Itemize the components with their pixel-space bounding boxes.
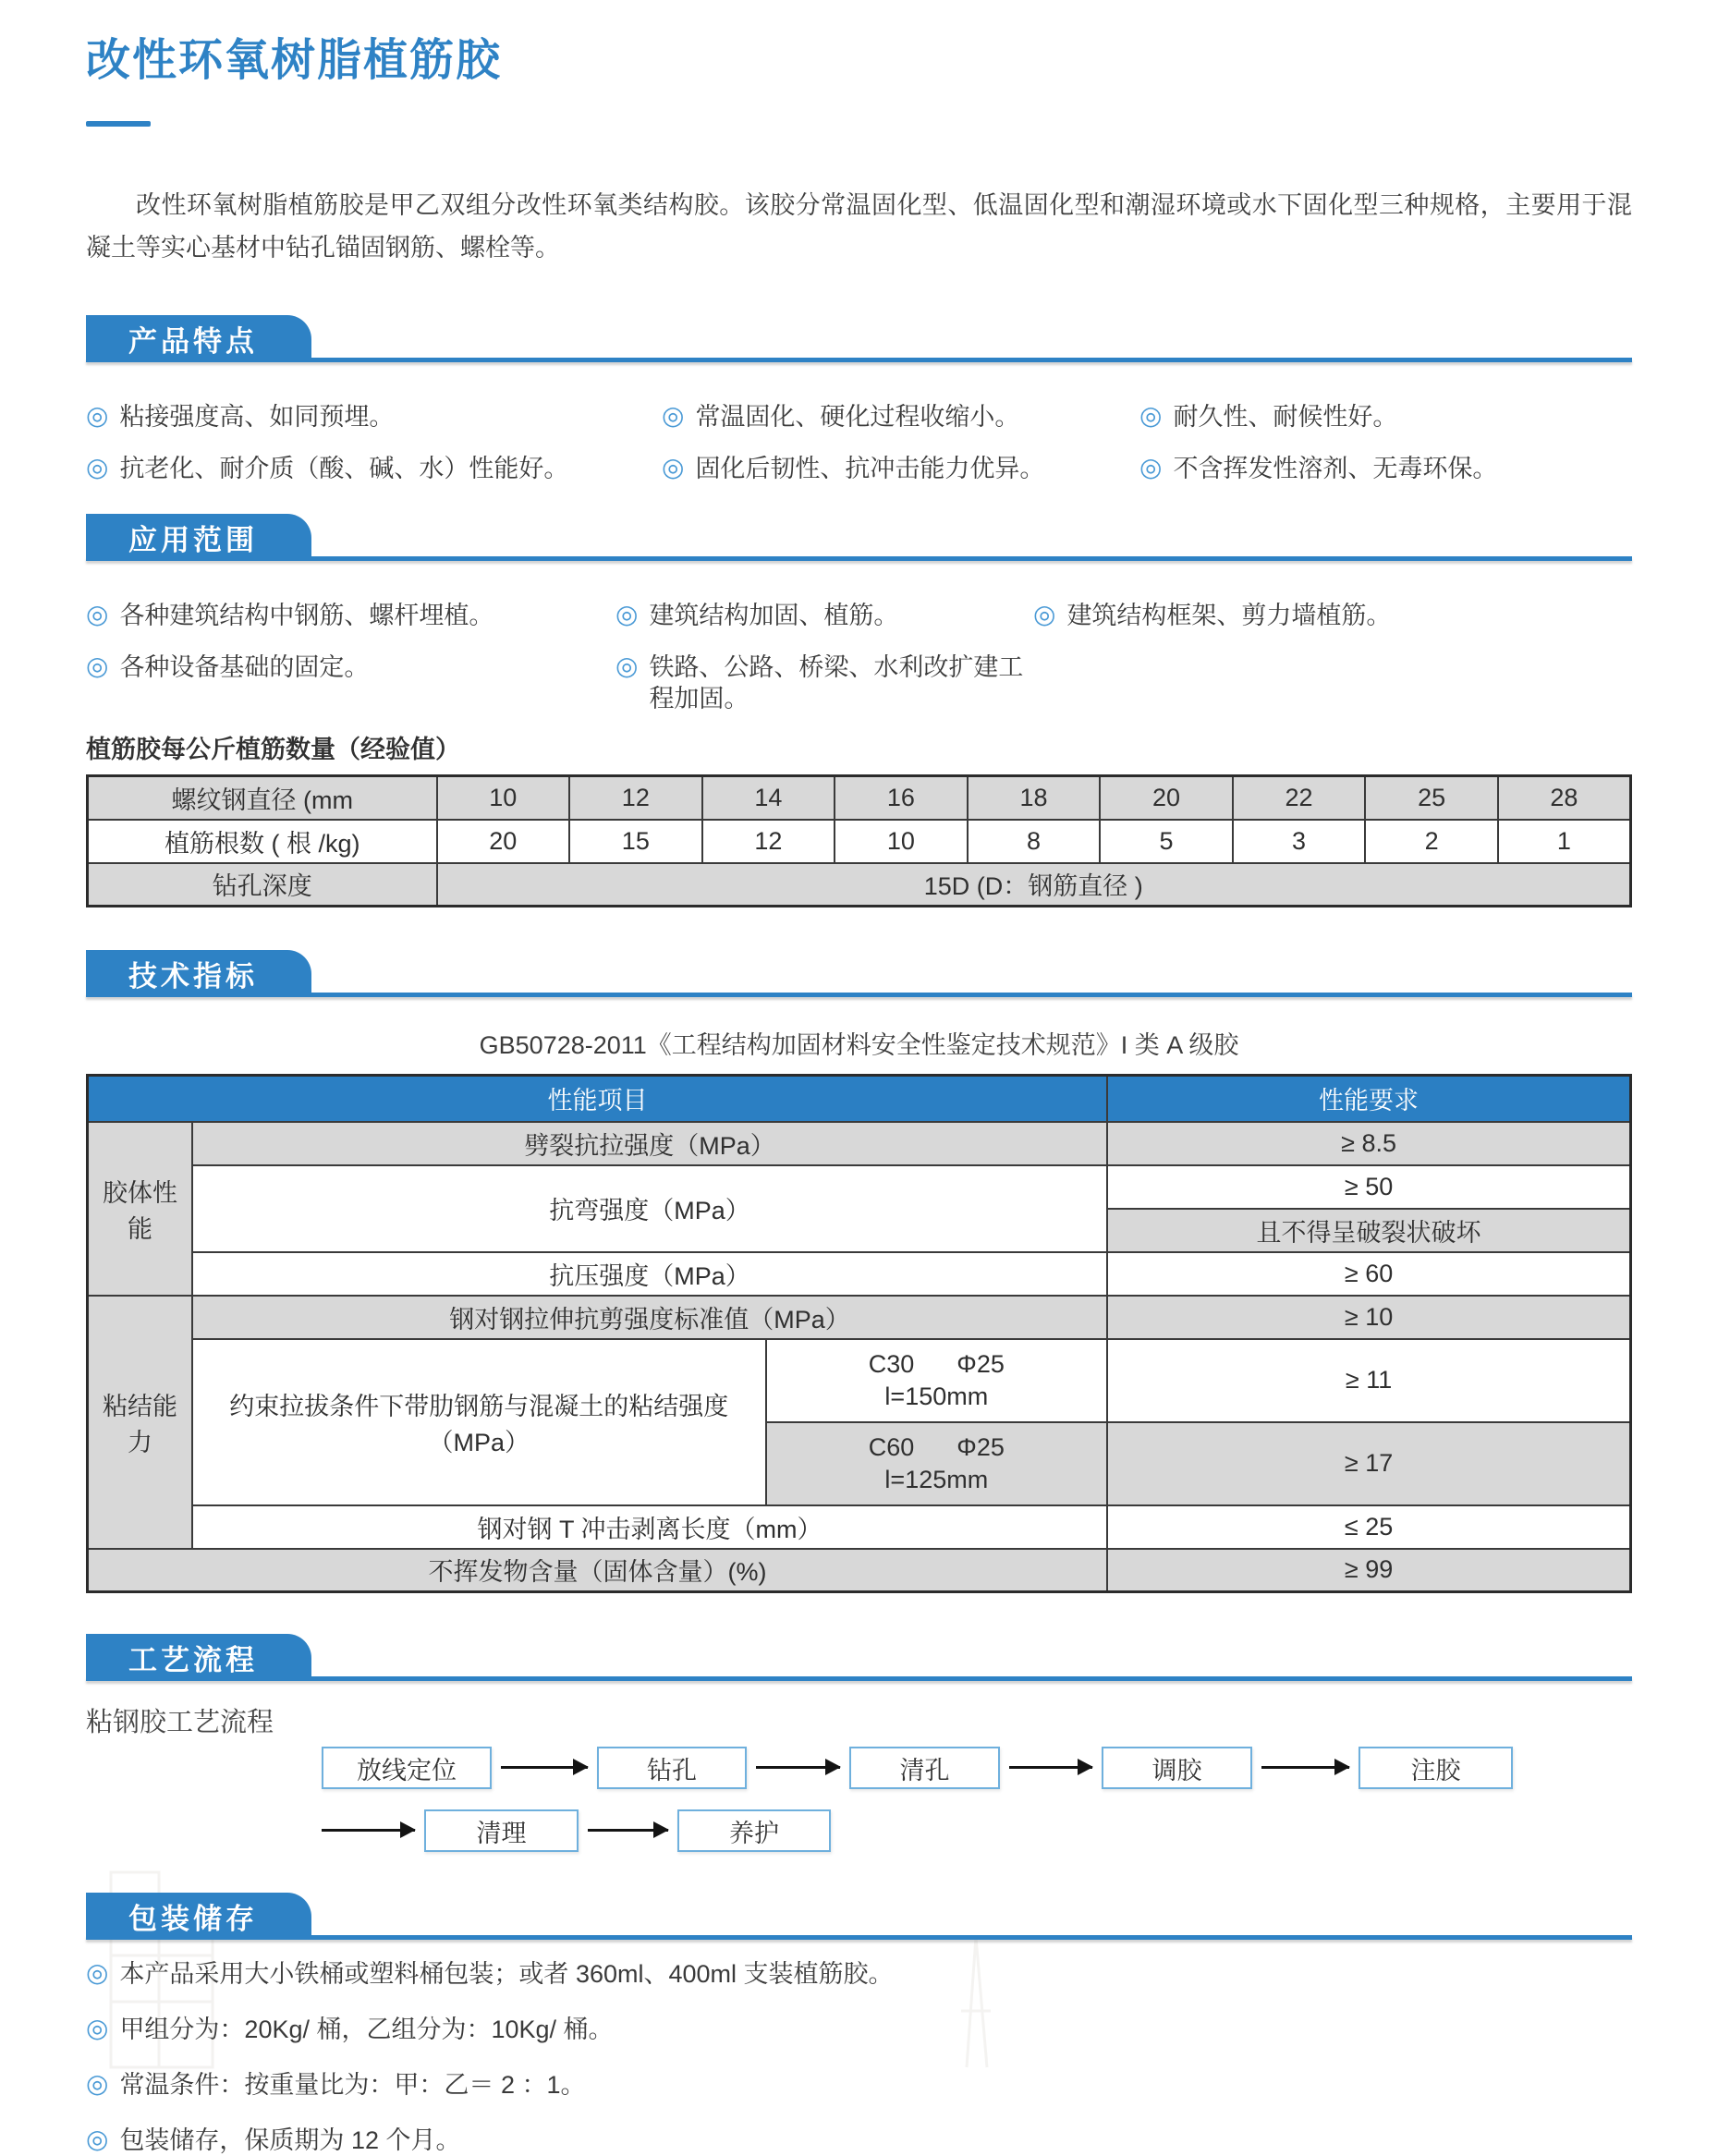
rebar-cell: 14 xyxy=(702,776,835,820)
feature-item-text: 耐久性、耐候性好。 xyxy=(1173,403,1398,431)
spec-property: 约束拉拔条件下带肋钢筋与混凝土的粘结强度（MPa） xyxy=(192,1339,766,1505)
application-item-text: 各种设备基础的固定。 xyxy=(119,653,370,681)
rebar-cell: 10 xyxy=(835,820,968,863)
rebar-cell: 5 xyxy=(1100,820,1233,863)
spec-header-property: 性能项目 xyxy=(88,1076,1108,1122)
double-circle-bullet-icon: ◎ xyxy=(86,2014,109,2042)
double-circle-bullet-icon: ◎ xyxy=(86,600,109,628)
rebar-row3-value: 15D (D：钢筋直径 ) xyxy=(437,863,1631,907)
document-page xyxy=(0,24,1718,2154)
rebar-cell: 20 xyxy=(1100,776,1233,820)
packaging-item-text: 包装储存，保质期为 12 个月。 xyxy=(119,2126,461,2154)
spec-standard-note: GB50728-2011《工程结构加固材料安全性鉴定技术规范》I 类 A 级胶 xyxy=(479,1031,1239,1059)
spec-condition-length: l=125mm xyxy=(884,1465,989,1493)
packaging-item-text: 常温条件：按重量比为：甲：乙＝ 2 ：1。 xyxy=(119,2071,586,2099)
rebar-row3-label: 钻孔深度 xyxy=(88,863,437,907)
section-rule xyxy=(86,556,1632,561)
double-circle-bullet-icon: ◎ xyxy=(86,2125,109,2153)
spec-property: 抗压强度（MPa） xyxy=(192,1252,1107,1296)
rebar-cell: 12 xyxy=(702,820,835,863)
packaging-item-text: 甲组分为：20Kg/ 桶，乙组分为：10Kg/ 桶。 xyxy=(119,2016,614,2043)
feature-item xyxy=(86,453,662,484)
rebar-cell: 2 xyxy=(1365,820,1498,863)
section-process-heading xyxy=(86,1634,1632,1681)
rebar-cell: 20 xyxy=(437,820,570,863)
right-arrow-icon xyxy=(756,1766,840,1769)
spec-requirement: ≥ 50 xyxy=(1107,1165,1630,1209)
table-row xyxy=(88,863,1631,907)
section-applications-heading xyxy=(86,514,1632,561)
table-row xyxy=(88,1122,1631,1165)
table-row xyxy=(88,1165,1631,1209)
flow-step-box: 调胶 xyxy=(1102,1747,1252,1789)
spec-condition-grade: C30 xyxy=(868,1349,915,1378)
application-item xyxy=(615,600,1033,631)
table-row xyxy=(88,1505,1631,1549)
spec-property: 钢对钢拉伸抗剪强度标准值（MPa） xyxy=(192,1296,1107,1339)
spec-condition-grade: C60 xyxy=(868,1432,915,1461)
spec-requirement: ≥ 99 xyxy=(1107,1549,1630,1592)
table-row xyxy=(88,776,1631,820)
tech-heading-badge: 技术指标 xyxy=(86,950,311,997)
double-circle-bullet-icon: ◎ xyxy=(615,652,639,680)
feature-item-text: 抗老化、耐介质（酸、碱、水）性能好。 xyxy=(119,455,569,482)
packaging-item xyxy=(86,2014,1632,2045)
flow-step-box: 放线定位 xyxy=(322,1747,492,1789)
spec-property: 劈裂抗拉强度（MPa） xyxy=(192,1122,1107,1165)
application-item-text: 各种建筑结构中钢筋、螺杆埋植。 xyxy=(119,602,494,629)
feature-item-text: 常温固化、硬化过程收缩小。 xyxy=(695,403,1020,431)
flow-step-box: 注胶 xyxy=(1359,1747,1513,1789)
application-item xyxy=(615,652,1033,714)
feature-item xyxy=(662,401,1139,432)
packaging-heading-badge: 包装储存 xyxy=(86,1893,311,1940)
applications-heading-badge: 应用范围 xyxy=(86,514,311,561)
spec-requirement: ≤ 25 xyxy=(1107,1505,1630,1549)
spec-property: 钢对钢 T 冲击剥离长度（mm） xyxy=(192,1505,1107,1549)
feature-item xyxy=(86,401,662,432)
spec-condition-diameter: Φ25 xyxy=(956,1349,1005,1378)
rebar-cell: 25 xyxy=(1365,776,1498,820)
rebar-cell: 10 xyxy=(437,776,570,820)
rebar-cell: 15 xyxy=(569,820,702,863)
spec-condition xyxy=(766,1422,1108,1505)
spec-requirement: ≥ 8.5 xyxy=(1107,1122,1630,1165)
rebar-cell: 1 xyxy=(1498,820,1631,863)
section-rule xyxy=(86,358,1632,362)
rebar-cell: 28 xyxy=(1498,776,1631,820)
double-circle-bullet-icon: ◎ xyxy=(86,401,109,430)
table-row xyxy=(88,820,1631,863)
spec-requirement: ≥ 10 xyxy=(1107,1296,1630,1339)
spec-header-requirement: 性能要求 xyxy=(1107,1076,1630,1122)
application-item-text: 铁路、公路、桥梁、水利改扩建工程加固。 xyxy=(649,653,1024,713)
spec-condition-length: l=150mm xyxy=(884,1382,989,1410)
double-circle-bullet-icon: ◎ xyxy=(86,2069,109,2098)
double-circle-bullet-icon: ◎ xyxy=(1139,453,1163,481)
spec-property: 不挥发物含量（固体含量）(%) xyxy=(88,1549,1108,1592)
rebar-cell: 8 xyxy=(968,820,1101,863)
double-circle-bullet-icon: ◎ xyxy=(662,401,685,430)
packaging-list xyxy=(86,1958,1632,2156)
feature-item-text: 粘接强度高、如同预埋。 xyxy=(119,403,395,431)
page-title: 改性环氧树脂植筋胶 xyxy=(86,36,503,85)
application-item xyxy=(86,600,615,631)
section-rule xyxy=(86,993,1632,997)
flow-step-box: 养护 xyxy=(677,1809,831,1852)
double-circle-bullet-icon: ◎ xyxy=(615,600,639,628)
packaging-item xyxy=(86,2069,1632,2101)
rebar-cell: 16 xyxy=(835,776,968,820)
feature-item-text: 固化后韧性、抗冲击能力优异。 xyxy=(695,455,1045,482)
flow-step-box: 清孔 xyxy=(849,1747,1000,1789)
section-tech-heading xyxy=(86,950,1632,997)
features-list xyxy=(86,381,1632,484)
packaging-item xyxy=(86,1958,1632,1990)
spec-condition xyxy=(766,1339,1108,1422)
right-arrow-icon xyxy=(588,1829,668,1832)
spec-table xyxy=(86,1074,1632,1593)
right-arrow-icon xyxy=(1009,1766,1092,1769)
title-underline xyxy=(86,121,151,127)
spec-group-label: 胶体性能 xyxy=(88,1122,192,1296)
rebar-row1-label: 螺纹钢直径 (mm xyxy=(88,776,437,820)
double-circle-bullet-icon: ◎ xyxy=(1139,401,1163,430)
spec-group-label: 粘结能力 xyxy=(88,1296,192,1549)
rebar-table xyxy=(86,774,1632,907)
flow-step-box: 钻孔 xyxy=(597,1747,747,1789)
section-rule xyxy=(86,1676,1632,1681)
application-item-text: 建筑结构框架、剪力墙植筋。 xyxy=(1066,602,1392,629)
spec-requirement: 且不得呈破裂状破坏 xyxy=(1107,1209,1630,1252)
table-row xyxy=(88,1339,1631,1422)
process-flowchart xyxy=(86,1743,1632,1865)
intro-paragraph: 改性环氧树脂植筋胶是甲乙双组分改性环氧类结构胶。该胶分常温固化型、低温固化型和潮湿环境或水下固化型三种规格，主要用于混凝土等实心基材中钻孔锚固钢筋、螺栓等。 xyxy=(86,191,1632,262)
spec-requirement: ≥ 60 xyxy=(1107,1252,1630,1296)
section-rule xyxy=(86,1935,1632,1940)
section-packaging-heading xyxy=(86,1893,1632,1940)
right-arrow-icon xyxy=(1261,1766,1349,1769)
right-arrow-icon xyxy=(322,1829,415,1832)
rebar-row2-label: 植筋根数 ( 根 /kg) xyxy=(88,820,437,863)
double-circle-bullet-icon: ◎ xyxy=(86,652,109,680)
applications-list xyxy=(86,579,1632,714)
table-row xyxy=(88,1076,1631,1122)
feature-item xyxy=(1139,401,1632,432)
rebar-cell: 3 xyxy=(1233,820,1366,863)
table-row xyxy=(88,1252,1631,1296)
double-circle-bullet-icon: ◎ xyxy=(86,453,109,481)
feature-item xyxy=(662,453,1139,484)
packaging-item xyxy=(86,2125,1632,2156)
flow-step-box: 清理 xyxy=(424,1809,579,1852)
spec-requirement: ≥ 11 xyxy=(1107,1339,1630,1422)
process-heading-badge: 工艺流程 xyxy=(86,1634,311,1681)
double-circle-bullet-icon: ◎ xyxy=(86,1958,109,1987)
packaging-item-text: 本产品采用大小铁桶或塑料桶包装；或者 360ml、400ml 支装植筋胶。 xyxy=(119,1960,894,1988)
double-circle-bullet-icon: ◎ xyxy=(662,453,685,481)
application-item xyxy=(1033,600,1632,631)
application-item xyxy=(86,652,615,714)
spec-requirement: ≥ 17 xyxy=(1107,1422,1630,1505)
feature-item xyxy=(1139,453,1632,484)
table-row xyxy=(88,1549,1631,1592)
spec-property: 抗弯强度（MPa） xyxy=(192,1165,1107,1252)
spec-condition-diameter: Φ25 xyxy=(956,1432,1005,1461)
rebar-table-caption: 植筋胶每公斤植筋数量（经验值） xyxy=(86,736,460,763)
feature-item-text: 不含挥发性溶剂、无毒环保。 xyxy=(1173,455,1498,482)
double-circle-bullet-icon: ◎ xyxy=(1033,600,1056,628)
application-item-text: 建筑结构加固、植筋。 xyxy=(649,602,899,629)
features-heading-badge: 产品特点 xyxy=(86,315,311,362)
section-features-heading xyxy=(86,315,1632,362)
rebar-cell: 22 xyxy=(1233,776,1366,820)
table-row xyxy=(88,1296,1631,1339)
rebar-cell: 18 xyxy=(968,776,1101,820)
right-arrow-icon xyxy=(501,1766,588,1769)
rebar-cell: 12 xyxy=(569,776,702,820)
process-subtitle: 粘钢胶工艺流程 xyxy=(86,1708,274,1737)
